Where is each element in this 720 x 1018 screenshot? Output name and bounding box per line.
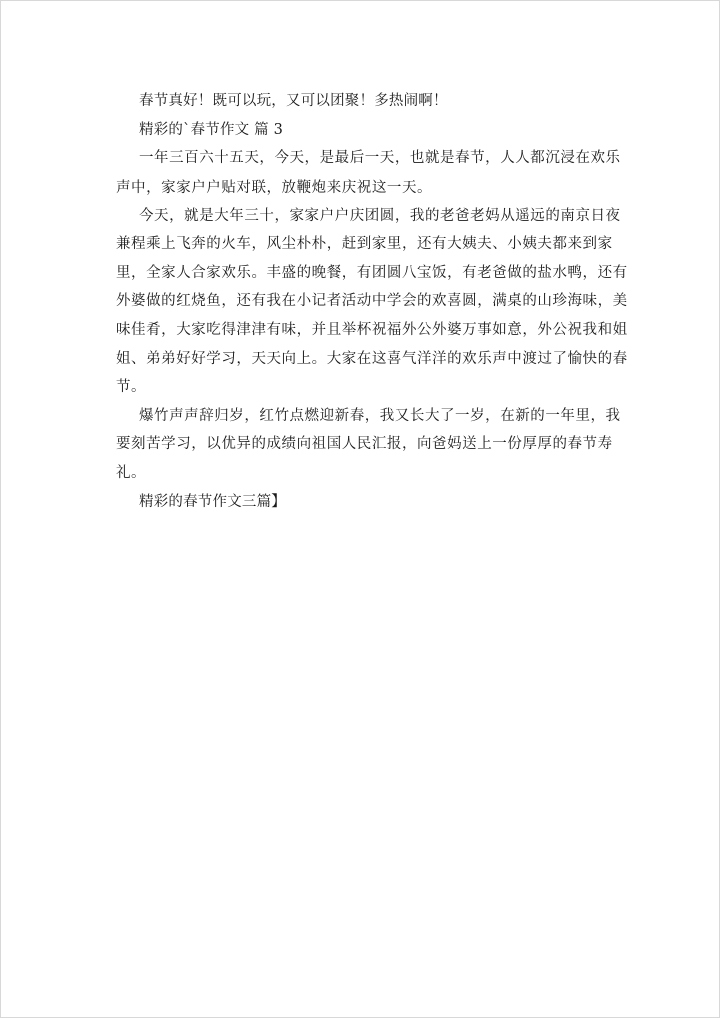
paragraph-2-line-2: 兼程乘上飞奔的火车，风尘朴朴，赶到家里，还有大姨夫、小姨夫都来到家 xyxy=(116,236,613,252)
paragraph-2-line-3: 里，全家人合家欢乐。丰盛的晚餐，有团圆八宝饭，有老爸做的盐水鸭，还有 xyxy=(116,265,628,281)
paragraph-3-line-2: 要刻苦学习，以优异的成绩向祖国人民汇报，向爸妈送上一份厚厚的春节寿 xyxy=(116,436,613,452)
paragraph-2-line-5: 味佳肴，大家吃得津津有味，并且举杯祝福外公外婆万事如意，外公祝我和姐 xyxy=(116,322,628,338)
paragraph-1-line-2: 声中，家家户户贴对联，放鞭炮来庆祝这一天。 xyxy=(116,180,433,196)
essay-heading: 精彩的`春节作文 篇 3 xyxy=(139,122,284,138)
paragraph-2-line-7: 节。 xyxy=(116,379,147,395)
paragraph-1-line-1: 一年三百六十五天，今天，是最后一天，也就是春节，人人都沉浸在欢乐 xyxy=(139,150,621,166)
paragraph-2-line-1: 今天，就是大年三十，家家户户庆团圆，我的老爸老妈从遥远的南京日夜 xyxy=(139,208,621,224)
paragraph-3-line-3: 礼。 xyxy=(116,465,147,481)
paragraph-2-line-4: 外婆做的红烧鱼，还有我在小记者活动中学会的欢喜圆，满桌的山珍海味，美 xyxy=(116,293,628,309)
footer-title-line: 精彩的春节作文三篇】 xyxy=(139,494,286,510)
paragraph-3-line-1: 爆竹声声辞归岁，红竹点燃迎新春，我又长大了一岁，在新的一年里，我 xyxy=(139,408,621,424)
intro-line: 春节真好！既可以玩，又可以团聚！多热闹啊！ xyxy=(139,93,448,109)
paragraph-2-line-6: 姐、弟弟好好学习，天天向上。大家在这喜气洋洋的欢乐声中渡过了愉快的春 xyxy=(116,351,628,367)
